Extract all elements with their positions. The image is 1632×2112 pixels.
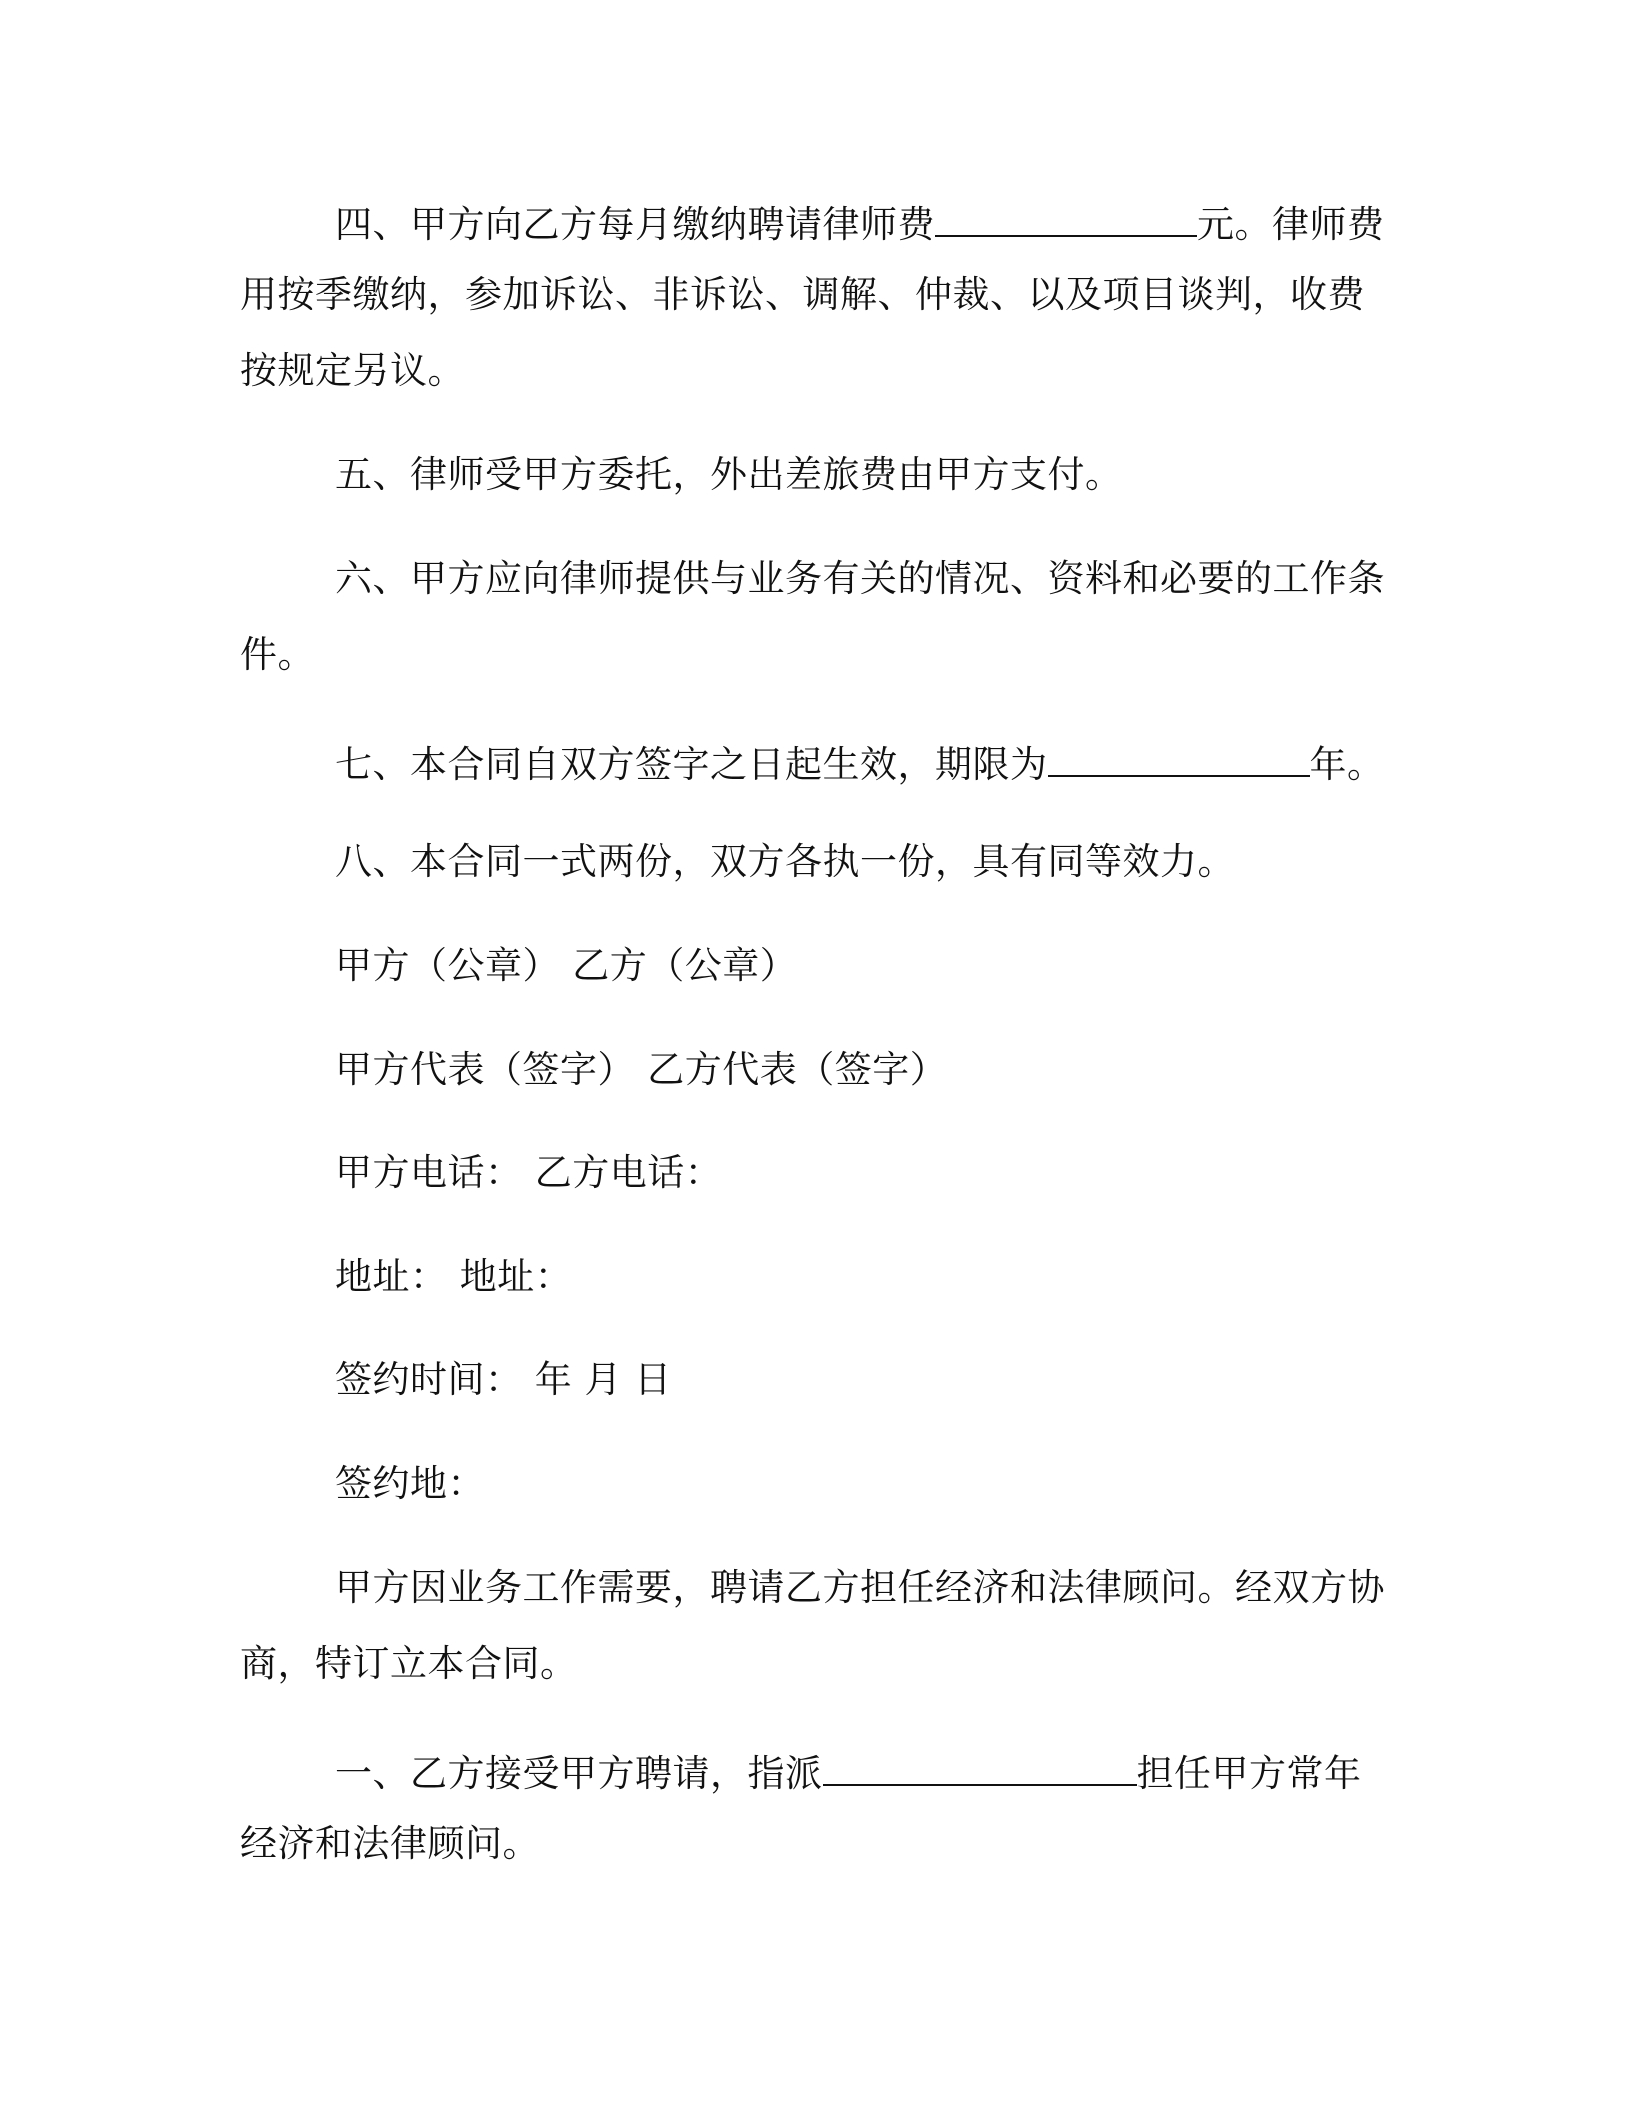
clause-4-line-3: 按规定另议。 [240, 349, 465, 392]
clause-4-text: 四、甲方向乙方每月缴纳聘请律师费 [335, 203, 935, 247]
seal-line: 甲方（公章） 乙方（公章） [335, 944, 798, 987]
clause-1-text-tail: 担任甲方常年 [1136, 1752, 1362, 1796]
term-years-blank [1048, 740, 1310, 777]
intro-line-2: 商，特订立本合同。 [240, 1642, 578, 1685]
clause-1-line-2: 经济和法律顾问。 [240, 1822, 540, 1865]
clause-4-line-1 [335, 200, 1385, 247]
phone-line: 甲方电话： 乙方电话： [335, 1151, 723, 1194]
clause-1-text: 一、乙方接受甲方聘请，指派 [335, 1752, 823, 1796]
clause-6-line-1: 六、甲方应向律师提供与业务有关的情况、资料和必要的工作条 [335, 557, 1385, 600]
representative-signature-line: 甲方代表（签字） 乙方代表（签字） [335, 1048, 948, 1091]
clause-7-text-tail: 年。 [1309, 743, 1385, 787]
signing-date-line: 签约时间： 年 月 日 [335, 1358, 672, 1401]
clause-7 [335, 740, 1385, 787]
intro-line-1: 甲方因业务工作需要，聘请乙方担任经济和法律顾问。经双方协 [335, 1566, 1385, 1609]
clause-5: 五、律师受甲方委托，外出差旅费由甲方支付。 [335, 453, 1123, 496]
clause-4-line-2: 用按季缴纳，参加诉讼、非诉讼、调解、仲裁、以及项目谈判，收费 [240, 273, 1365, 316]
signing-place-line: 签约地： [335, 1462, 485, 1505]
appointee-blank [823, 1749, 1137, 1786]
fee-amount-blank [935, 200, 1197, 237]
address-line: 地址： 地址： [335, 1255, 573, 1298]
clause-1-line-1 [335, 1749, 1362, 1796]
clause-4-text-tail: 元。律师费 [1197, 203, 1385, 247]
clause-7-text: 七、本合同自双方签字之日起生效，期限为 [335, 743, 1048, 787]
clause-6-line-2: 件。 [240, 633, 315, 676]
clause-8: 八、本合同一式两份，双方各执一份，具有同等效力。 [335, 840, 1235, 883]
